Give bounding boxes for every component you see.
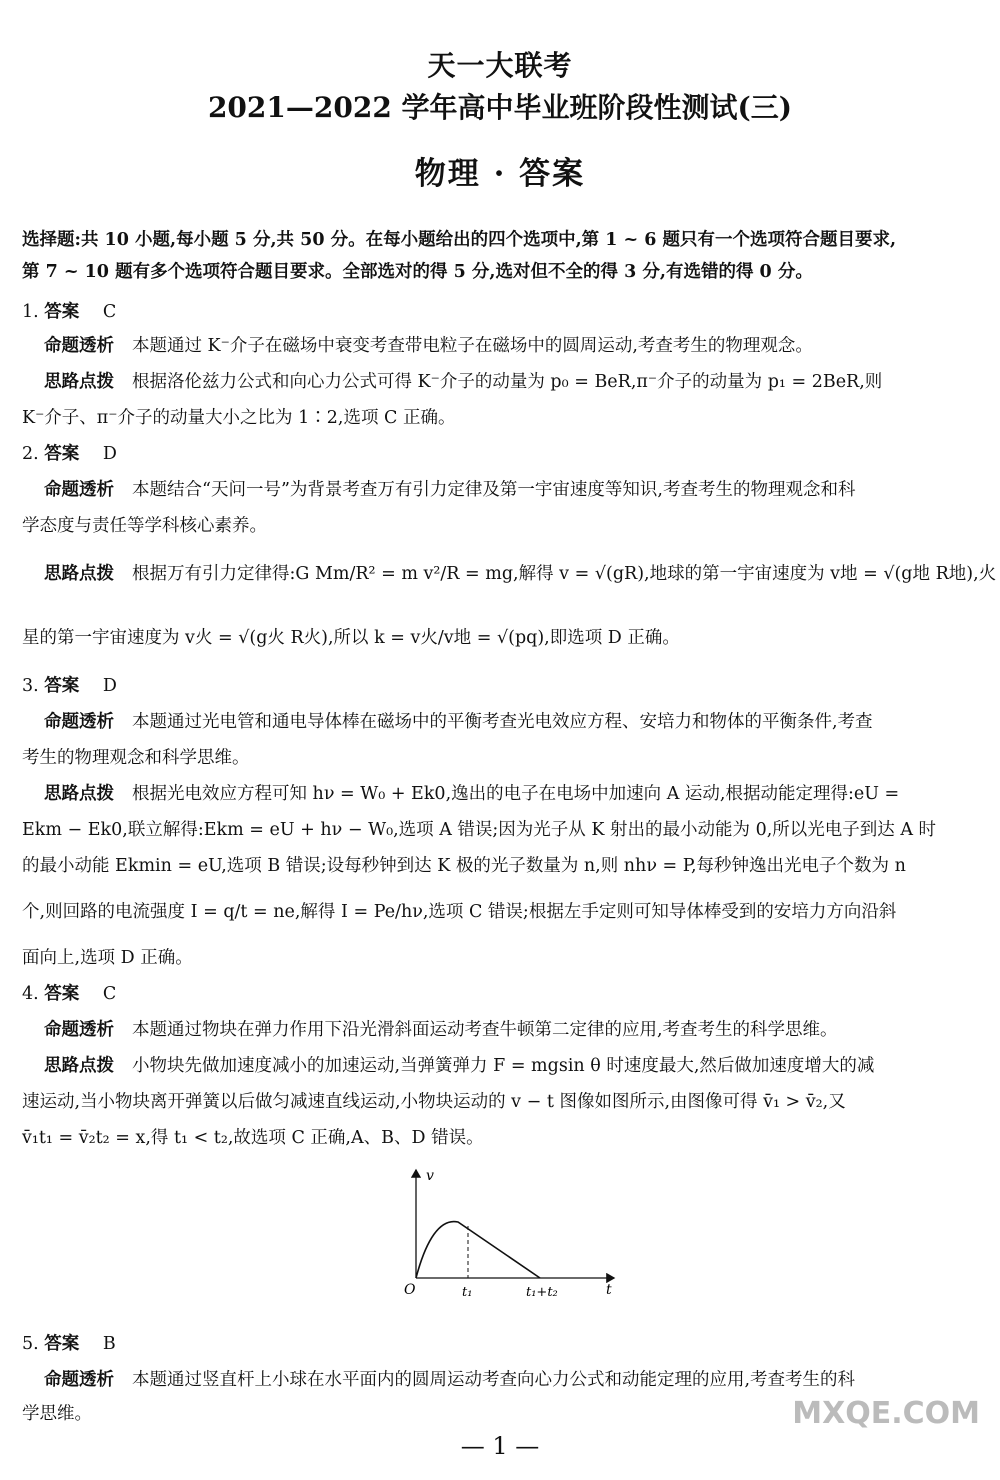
q2-answer: D xyxy=(102,444,117,464)
q3-number: 3. xyxy=(22,676,39,696)
answer-label: 答案 xyxy=(44,676,80,696)
q4-analysis xyxy=(44,1016,838,1044)
page-number: — 1 — xyxy=(460,1432,540,1460)
analysis-label: 命题透析 xyxy=(44,712,114,732)
vt-graph xyxy=(396,1160,626,1306)
q1-answer-row xyxy=(22,298,116,326)
q5-number: 5. xyxy=(22,1334,39,1354)
analysis-label: 命题透析 xyxy=(44,480,114,500)
q4-analysis-text: 本题通过物块在弹力作用下沿光滑斜面运动考查牛顿第二定律的应用,考查考生的科学思维。 xyxy=(132,1020,838,1040)
q4-solution xyxy=(44,1052,874,1080)
q2-analysis-text-2: 学态度与责任等学科核心素养。 xyxy=(22,516,267,536)
q2-analysis-text-1: 本题结合“天问一号”为背景考查万有引力定律及第一宇宙速度等知识,考查考生的物理观念和科 xyxy=(132,480,856,500)
answer-label: 答案 xyxy=(44,984,80,1004)
velocity-curve xyxy=(416,1222,540,1278)
analysis-label: 命题透析 xyxy=(44,1020,114,1040)
analysis-label: 命题透析 xyxy=(44,1370,114,1390)
intro-line-1: 选择题:共 10 小题,每小题 5 分,共 50 分。在每小题给出的四个选项中,第 1 ~ 6 题只有一个选项符合题目要求, xyxy=(22,230,897,250)
q5-answer: B xyxy=(102,1334,116,1354)
y-axis-label: v xyxy=(426,1168,434,1184)
answer-label: 答案 xyxy=(44,444,80,464)
q3-solution xyxy=(44,780,899,808)
q5-analysis-text-2: 学思维。 xyxy=(22,1404,92,1424)
q1-analysis-text: 本题通过 K⁻介子在磁场中衰变考查带电粒子在磁场中的圆周运动,考查考生的物理观念。 xyxy=(132,336,813,356)
q2-analysis xyxy=(44,476,855,504)
intro-line-2: 第 7 ~ 10 题有多个选项符合题目要求。全部选对的得 5 分,选对但不全的得 3 分,有选错的得 0 分。 xyxy=(22,262,813,282)
solution-label: 思路点拨 xyxy=(44,1056,114,1076)
analysis-label: 命题透析 xyxy=(44,336,114,356)
q4-answer-row xyxy=(22,980,116,1008)
watermark: MXQE.COM xyxy=(792,1396,980,1431)
q1-analysis xyxy=(44,332,813,360)
q4-number: 4. xyxy=(22,984,39,1004)
q1-number: 1. xyxy=(22,302,39,322)
q5-analysis-text-1: 本题通过竖直杆上小球在水平面内的圆周运动考查向心力公式和动能定理的应用,考查考生的科 xyxy=(132,1370,856,1390)
org-title: 天一大联考 xyxy=(427,49,573,82)
q1-solution-text-1: 根据洛伦兹力公式和向心力公式可得 K⁻介子的动量为 p₀ = BeR,π⁻介子的动量为 p₁ = 2BeR,则 xyxy=(132,372,883,392)
q3-analysis-text-2: 考生的物理观念和科学思维。 xyxy=(22,748,250,768)
q3-solution-text-5: 面向上,选项 D 正确。 xyxy=(22,948,193,968)
q2-solution xyxy=(44,560,996,588)
solution-label: 思路点拨 xyxy=(44,784,114,804)
q4-solution-text-2: 速运动,当小物块离开弹簧以后做匀减速直线运动,小物块运动的 v − t 图像如图所示,由图像可得 v̄₁ > v̄₂,又 xyxy=(22,1092,846,1112)
subject-title: 物理 · 答案 xyxy=(414,156,586,192)
x-axis-label: t xyxy=(606,1282,612,1298)
exam-title: 2021—2022 学年高中毕业班阶段性测试(三) xyxy=(207,91,793,124)
q4-solution-text-3: v̄₁t₁ = v̄₂t₂ = x,得 t₁ < t₂,故选项 C 正确,A、B、D 错误。 xyxy=(22,1128,484,1148)
q3-solution-text-3: 的最小动能 Ekmin = eU,选项 B 错误;设每秒钟到达 K 极的光子数量为 n,则 nhν = P,每秒钟逸出光电子个数为 n xyxy=(22,856,906,876)
q1-solution-text-2: K⁻介子、π⁻介子的动量大小之比为 1∶2,选项 C 正确。 xyxy=(22,408,456,428)
origin-label: O xyxy=(404,1282,416,1298)
q1-solution xyxy=(44,368,882,396)
q1-answer: C xyxy=(102,302,117,322)
answer-label: 答案 xyxy=(44,1334,80,1354)
q3-answer-row xyxy=(22,672,117,700)
q2-answer-row xyxy=(22,440,117,468)
q3-answer: D xyxy=(102,676,117,696)
q3-analysis-text-1: 本题通过光电管和通电导体棒在磁场中的平衡考查光电效应方程、安培力和物体的平衡条件,考查 xyxy=(132,712,873,732)
answer-label: 答案 xyxy=(44,302,80,322)
q4-solution-text-1: 小物块先做加速度减小的加速运动,当弹簧弹力 F = mgsin θ 时速度最大,然后做加速度增大的减 xyxy=(132,1056,875,1076)
solution-label: 思路点拨 xyxy=(44,564,114,584)
q2-solution-text-2: 星的第一宇宙速度为 v火 = √(g火 R火),所以 k = v火/v地 = √(pq),即选项 D 正确。 xyxy=(22,628,680,648)
q5-answer-row xyxy=(22,1330,116,1358)
q2-number: 2. xyxy=(22,444,39,464)
q4-answer: C xyxy=(102,984,117,1004)
q3-solution-text-1: 根据光电效应方程可知 hν = W₀ + Ek0,逸出的电子在电场中加速向 A 运动,根据动能定理得:eU = xyxy=(132,784,900,804)
q3-solution-text-4: 个,则回路的电流强度 I = q/t = ne,解得 I = Pe/hν,选项 C 错误;根据左手定则可知导体棒受到的安培力方向沿斜 xyxy=(22,902,897,922)
tick-t1: t₁ xyxy=(462,1285,473,1300)
tick-t1-t2: t₁+t₂ xyxy=(526,1285,558,1300)
q3-solution-text-2: Ekm − Ek0,联立解得:Ekm = eU + hν − W₀,选项 A 错误;因为光子从 K 射出的最小动能为 0,所以光电子到达 A 时 xyxy=(22,820,937,840)
q5-analysis xyxy=(44,1366,855,1394)
q3-analysis xyxy=(44,708,873,736)
solution-label: 思路点拨 xyxy=(44,372,114,392)
q2-solution-text-1: 根据万有引力定律得:G Mm/R² = m v²/R = mg,解得 v = √(gR),地球的第一宇宙速度为 v地 = √(g地 R地),火 xyxy=(132,564,997,584)
